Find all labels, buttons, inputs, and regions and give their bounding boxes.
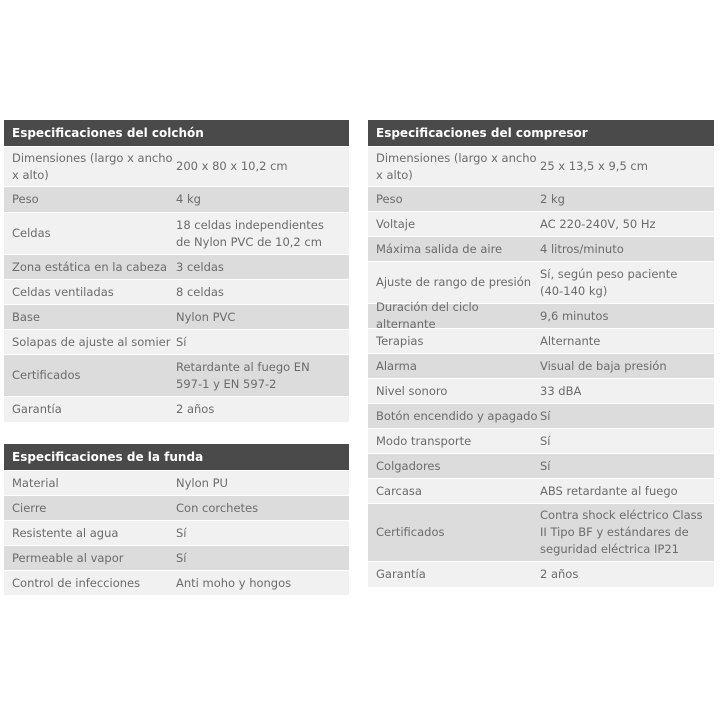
- table-row: [4, 520, 349, 545]
- row-label: Nivel sonoro: [376, 383, 448, 398]
- mattress-specs-panel: [4, 120, 349, 422]
- table-row: [4, 146, 349, 186]
- row-value: Nylon PU: [176, 475, 228, 490]
- row-value: Con corchetes: [176, 500, 259, 515]
- compressor-specs-title: Especificaciones del compresor: [368, 120, 714, 146]
- row-label: Máxima salida de aire: [376, 241, 503, 256]
- row-value: 2 años: [540, 567, 579, 581]
- row-label: Peso: [376, 191, 403, 206]
- row-value: Nylon PVC: [176, 309, 236, 324]
- compressor-specs-panel: [368, 120, 714, 587]
- row-label: Colgadores: [376, 458, 441, 473]
- table-row: [368, 403, 714, 428]
- row-label: Peso: [12, 192, 39, 206]
- table-row: [368, 378, 714, 403]
- row-label: Modo transporte: [376, 433, 472, 448]
- row-label: Resistente al agua: [12, 525, 119, 540]
- row-label: Material: [12, 475, 59, 490]
- table-row: [368, 146, 714, 186]
- row-label: Dimensiones (largo x ancho x alto): [12, 150, 173, 182]
- table-row: [4, 254, 349, 279]
- table-row: [4, 570, 349, 595]
- table-row: [368, 328, 714, 353]
- table-row: [4, 329, 349, 354]
- row-label: Ajuste de rango de presión: [376, 275, 532, 289]
- row-value: Sí, según peso paciente (40-140 kg): [540, 266, 678, 298]
- row-value: Sí: [176, 550, 187, 565]
- row-value: Sí: [176, 334, 187, 349]
- row-value: 2 años: [176, 402, 215, 416]
- mattress-specs-title: Especificaciones del colchón: [4, 120, 349, 146]
- row-value: Visual de baja presión: [540, 358, 667, 373]
- row-value: 2 kg: [540, 191, 565, 206]
- table-row: [4, 545, 349, 570]
- table-row: [368, 300, 714, 331]
- row-value: Sí: [540, 458, 551, 473]
- row-label: Celdas ventiladas: [12, 284, 114, 299]
- row-label: Permeable al vapor: [12, 550, 124, 565]
- table-row: [4, 304, 349, 329]
- row-value: 3 celdas: [176, 259, 224, 274]
- table-row: [368, 453, 714, 478]
- row-label: Garantía: [376, 567, 426, 581]
- table-row: [368, 211, 714, 236]
- row-label: Voltaje: [376, 216, 416, 231]
- table-row: [4, 470, 349, 495]
- row-value: 25 x 13,5 x 9,5 cm: [540, 159, 648, 173]
- row-label: Terapias: [376, 333, 424, 348]
- row-label: Celdas: [12, 226, 51, 240]
- row-label: Garantía: [12, 402, 62, 416]
- row-label: Alarma: [376, 358, 417, 373]
- table-row: [4, 186, 349, 212]
- table-row: [4, 354, 349, 396]
- table-row: [368, 236, 714, 261]
- table-row: [368, 186, 714, 211]
- table-row: [368, 261, 714, 303]
- row-label: Solapas de ajuste al somier: [12, 334, 171, 349]
- row-value: 33 dBA: [540, 383, 582, 398]
- row-value: 18 celdas independientes de Nylon PVC de 10,2 cm: [176, 217, 324, 249]
- row-value: Retardante al fuego EN 597-1 y EN 597-2: [176, 359, 310, 391]
- row-value: 4 kg: [176, 192, 201, 206]
- table-row: [368, 428, 714, 453]
- table-row: [4, 212, 349, 254]
- row-value: 200 x 80 x 10,2 cm: [176, 159, 288, 173]
- table-row: [368, 503, 714, 561]
- row-label: Duración del ciclo alternante: [376, 300, 479, 331]
- table-row: [368, 561, 714, 587]
- row-value: Sí: [540, 408, 551, 423]
- row-label: Carcasa: [376, 483, 422, 498]
- row-label: Zona estática en la cabeza: [12, 259, 168, 274]
- table-row: [4, 396, 349, 422]
- row-label: Botón encendido y apagado: [376, 408, 538, 423]
- table-row: [4, 495, 349, 520]
- row-value: AC 220-240V, 50 Hz: [540, 216, 656, 231]
- row-value: 4 litros/minuto: [540, 241, 624, 256]
- row-value: Alternante: [540, 333, 601, 348]
- table-row: [368, 478, 714, 503]
- table-row: [4, 279, 349, 304]
- row-value: Sí: [176, 525, 187, 540]
- row-value: 9,6 minutos: [540, 308, 609, 323]
- row-value: Contra shock eléctrico Class II Tipo BF y estándares de seguridad eléctrica IP21: [540, 508, 703, 556]
- row-label: Cierre: [12, 500, 47, 515]
- row-label: Dimensiones (largo x ancho x alto): [376, 150, 537, 182]
- row-value: 8 celdas: [176, 284, 224, 299]
- row-label: Certificados: [12, 368, 81, 382]
- row-label: Control de infecciones: [12, 575, 141, 590]
- table-row: [368, 353, 714, 378]
- row-label: Certificados: [376, 525, 445, 539]
- cover-specs-panel: [4, 444, 349, 595]
- row-value: ABS retardante al fuego: [540, 483, 678, 498]
- row-label: Base: [12, 309, 41, 324]
- row-value: Anti moho y hongos: [176, 575, 292, 590]
- cover-specs-title: Especificaciones de la funda: [4, 444, 349, 470]
- row-value: Sí: [540, 433, 551, 448]
